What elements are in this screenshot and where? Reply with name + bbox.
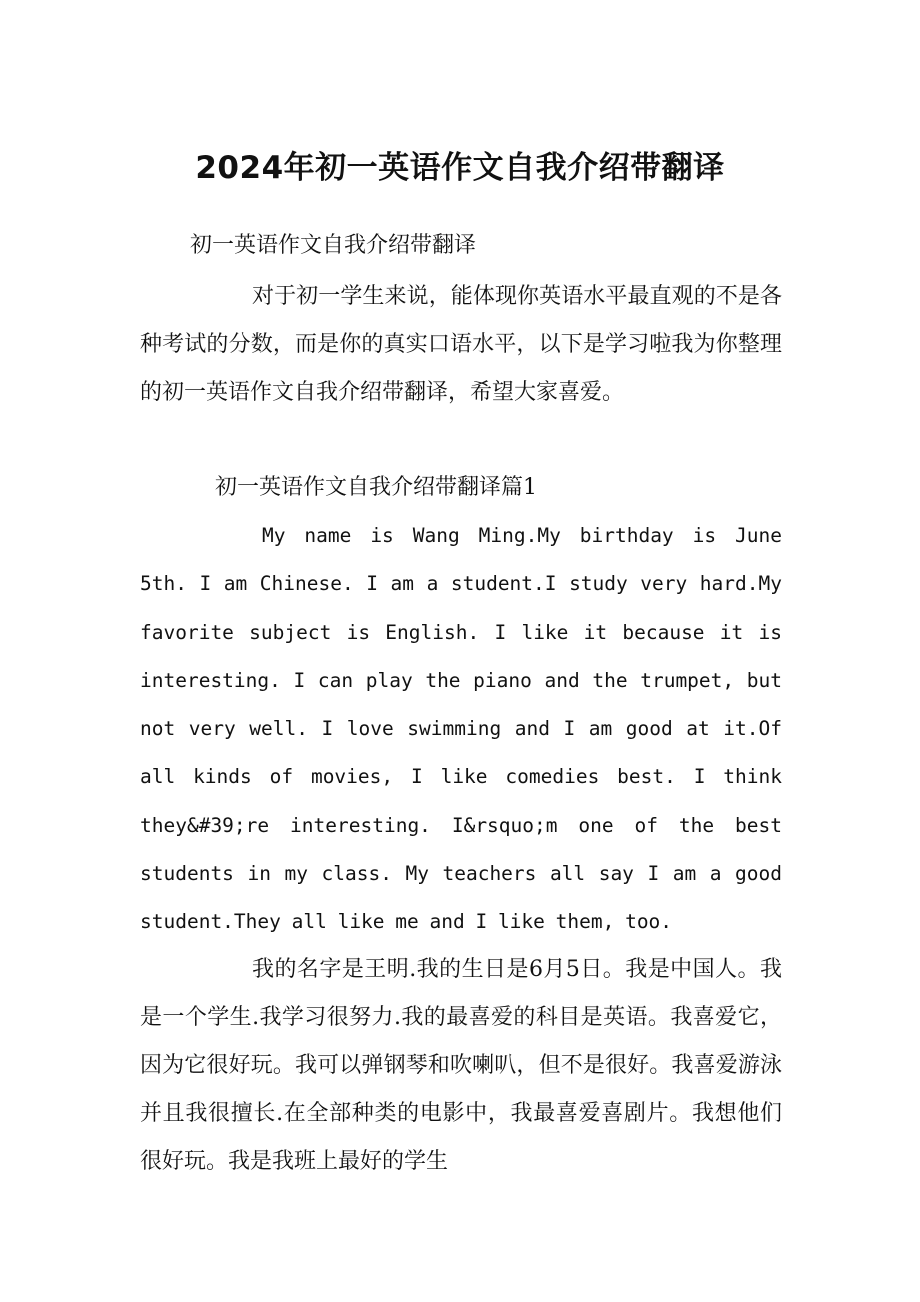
english-essay-paragraph: My name is Wang Ming.My birthday is June 5th. I am Chinese. I am a student.I study very hard.My favorite subject is English. I like it because it is interesting. I can play the piano and the trumpet, but not very well. I love swimming and I am good at it.Of all kinds of movies, I like comedies best. I think they&#39;re interesting. I&rsquo;m one of the best students in my class. My teachers all say I am a good student.They all like me and I like them, too. bbox=[140, 524, 782, 934]
chinese-translation-paragraph: 我的名字是王明.我的生日是6月5日。我是中国人。我是一个学生.我学习很努力.我的最喜爱的科目是英语。我喜爱它，因为它很好玩。我可以弹钢琴和吹喇叭，但不是很好。我喜爱游泳并且我很擅长.在全部种类的电影中，我最喜爱喜剧片。我想他们很好玩。我是我班上最好的学生 bbox=[140, 957, 782, 1174]
section-heading: 初一英语作文自我介绍带翻译篇1 bbox=[215, 475, 537, 500]
document-title: 2024年初一英语作文自我介绍带翻译 bbox=[195, 150, 725, 186]
document-subtitle: 初一英语作文自我介绍带翻译 bbox=[190, 233, 477, 258]
intro-paragraph: 对于初一学生来说，能体现你英语水平最直观的不是各种考试的分数，而是你的真实口语水平，以下是学习啦我为你整理的初一英语作文自我介绍带翻译，希望大家喜爱。 bbox=[140, 284, 782, 405]
